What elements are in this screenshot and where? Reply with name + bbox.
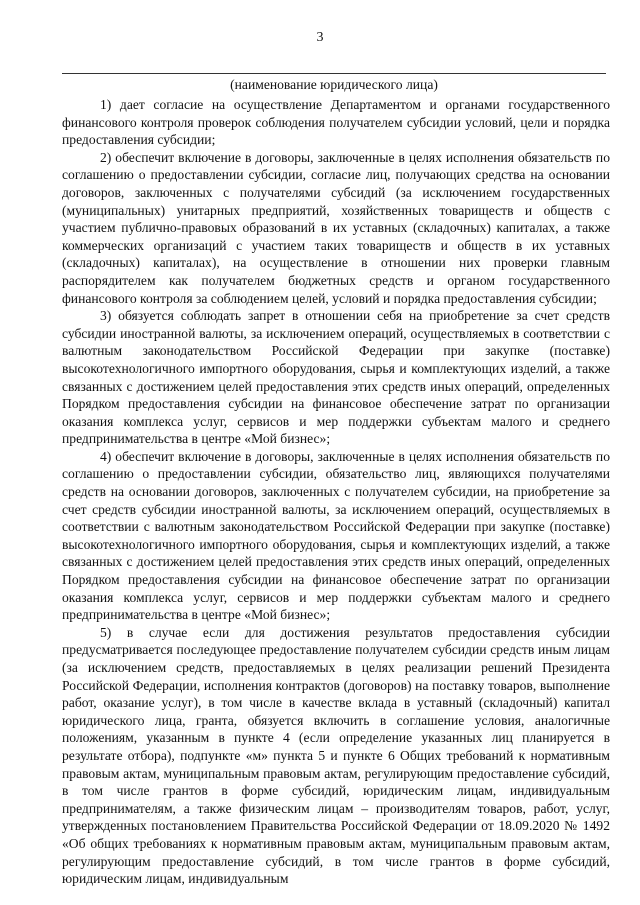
paragraph-4: 4) обеспечит включение в договоры, заключенные в целях исполнения обязательств по соглашению о предоставлении субсидии, обязательство лиц, являющихся получателями средств на основании договоров, заключенных с получателем субсидии, на приобретение за счет средств субсидии иностранной валюты, за исключением операций, осуществляемых в соответствии с валютным законодательством Российской Федерации при закупке (поставке) высокотехнологичного импортного оборудования, сырья и комплектующих изделий, а также связанных с достижением целей предоставления этих средств иных операций, определенных Порядком предоставления субсидии на финансовое обеспечение затрат по организации оказания комплекса услуг, сервисов и мер поддержки субъектам малого и среднего предпринимательства в центре «Мой бизнес»; <box>62 448 610 623</box>
paragraph-2: 2) обеспечит включение в договоры, заключенные в целях исполнения обязательств по соглашению о предоставлении субсидии, согласие лиц, получающих средства на основании договоров, заключенных с получателями субсидий (за исключением государственных (муниципальных) унитарных предприятий, хозяйственных товариществ и обществ с участием публично-правовых образований в их уставных (складочных) капиталах, а также коммерческих организаций с участием таких товариществ и обществ в их уставных (складочных) капиталах), на осуществление в отношении них проверки главным распорядителем как получателем бюджетных средств и органом государственного финансового контроля за соблюдением целей, условий и порядка предоставления субсидии; <box>62 149 610 306</box>
paragraph-1: 1) дает согласие на осуществление Департаментом и органами государственного финансового контроля проверок соблюдения получателем субсидии условий, цели и порядка предоставления субсидии; <box>62 97 610 148</box>
paragraph-3: 3) обязуется соблюдать запрет в отношении себя на приобретение за счет средств субсидии иностранной валюты, за исключением операций, осуществляемых в соответствии с валютным законодательством Российской Федерации при закупке (поставке) высокотехнологичного импортного оборудования, сырья и комплектующих изделий, а также связанных с достижением целей предоставления этих средств иных операций, определенных Порядком предоставления субсидии на финансовое обеспечение затрат по организации оказания комплекса услуг, сервисов и мер поддержки субъектам малого и среднего предпринимательства в центре «Мой бизнес»; <box>62 308 610 447</box>
page-number: 3 <box>316 30 324 45</box>
paragraph-5: 5) в случае если для достижения результатов предоставления субсидии предусматривается последующее предоставление получателем субсидии средств иным лицам (за исключением средств, предоставляемых в целях реализации решений Президента Российской Федерации, исполнения контрактов (договоров) на поставку товаров, выполнение работ, оказание услуг), в том числе в качестве вклада в уставный (складочный) капитал юридического лица, гранта, обязуется включить в соглашение условия, аналогичные положениям, указанным в пункте 4 (если определение указанных лиц планируется в результате отбора), подпункте «м» пункта 5 и пункте 6 Общих требований к нормативным правовым актам, муниципальным правовым актам, регулирующим предоставление субсидий, в том числе грантов в форме субсидий, юридическим лицам, индивидуальным предпринимателям, а также физическим лицам – производителям товаров, работ, услуг, утвержденных постановлением Правительства Российской Федерации от 18.09.2020 № 1492 «Об общих требованиях к нормативным правовым актам, муниципальным правовым актам, регулирующим предоставление субсидий, в том числе грантов в форме субсидий, юридическим лицам, индивидуальным <box>62 624 610 887</box>
entity-name-caption: (наименование юридического лица) <box>230 77 438 92</box>
signature-line <box>62 73 606 74</box>
document-body <box>62 96 610 888</box>
